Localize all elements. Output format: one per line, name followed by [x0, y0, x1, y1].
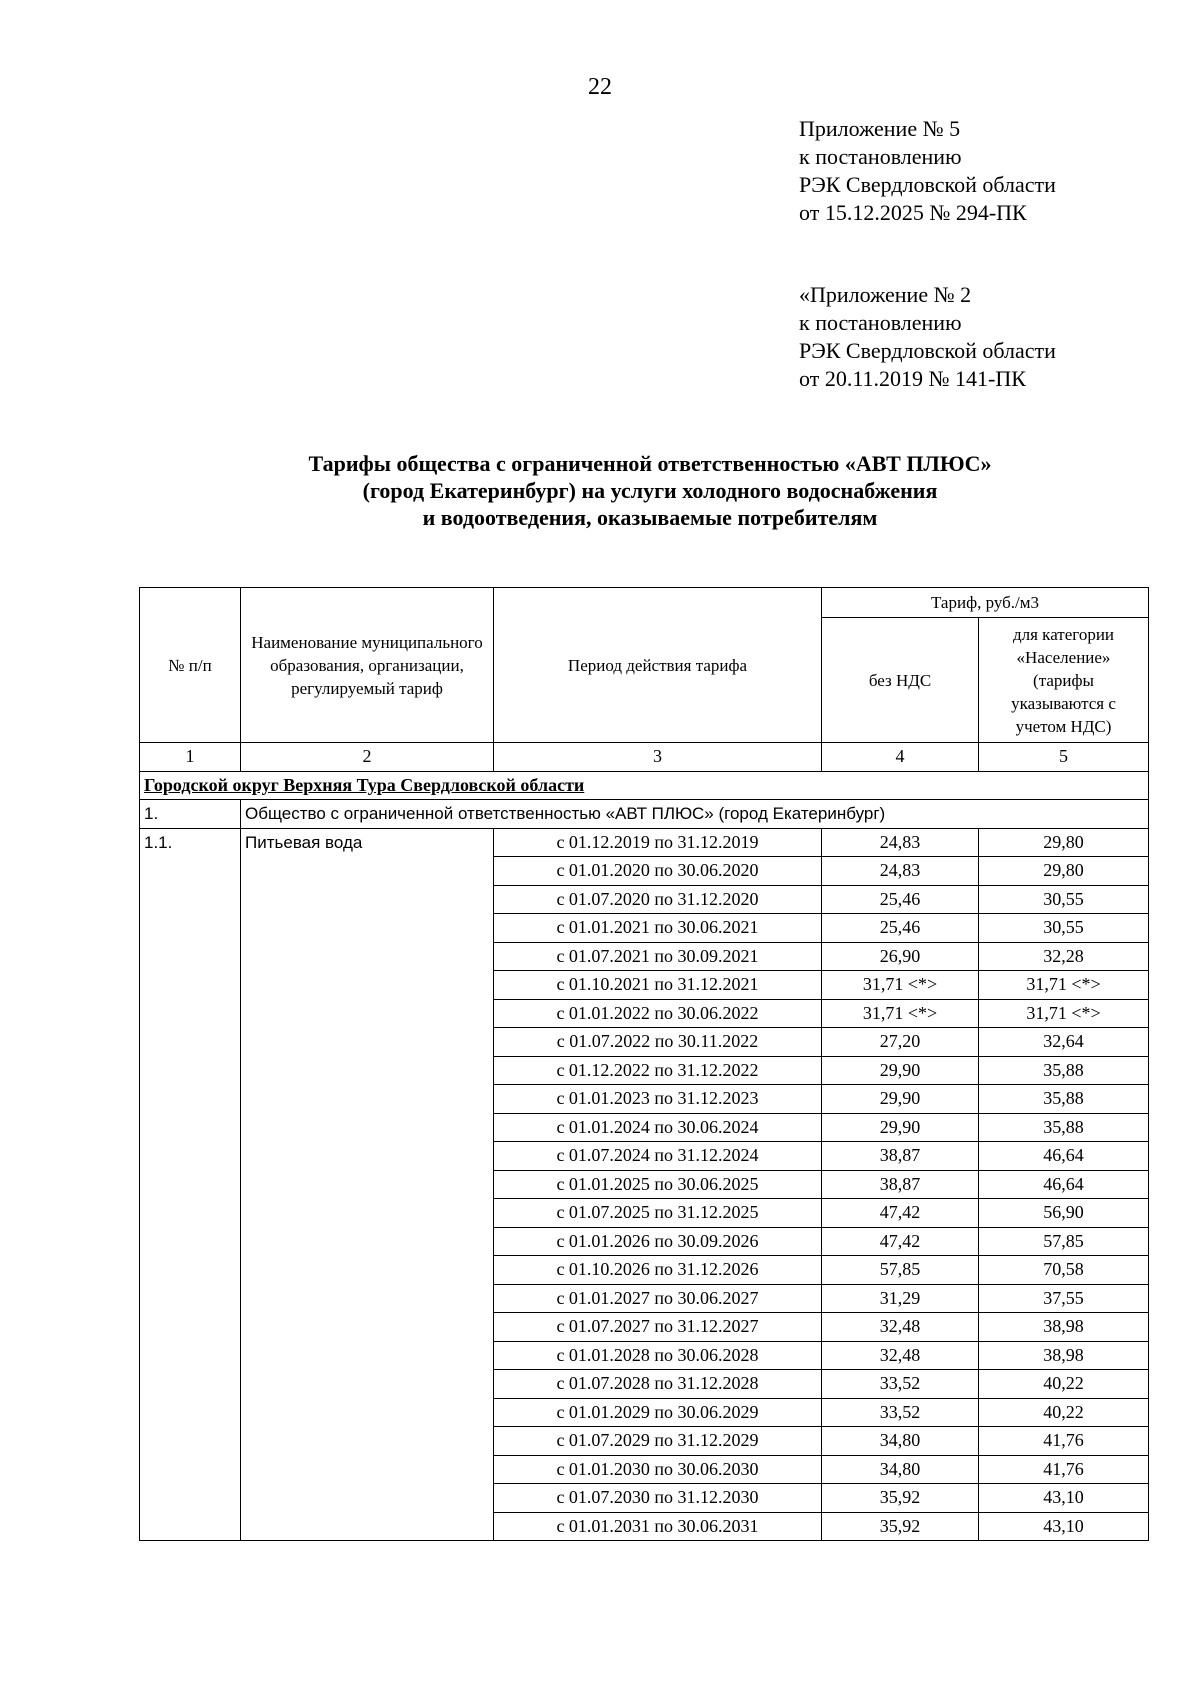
- tariff-population-cell: 38,98: [979, 1313, 1149, 1342]
- appendix-line: к постановлению: [799, 144, 962, 169]
- tariff-no-vat-cell: 32,48: [822, 1341, 979, 1370]
- tariff-no-vat-cell: 34,80: [822, 1455, 979, 1484]
- tariff-population-cell: 43,10: [979, 1484, 1149, 1513]
- tariff-population-cell: 29,80: [979, 857, 1149, 886]
- header-population: для категории «Население» (тарифы указываются с учетом НДС): [979, 618, 1149, 743]
- tariff-population-cell: 43,10: [979, 1512, 1149, 1541]
- tariff-population-cell: 40,22: [979, 1398, 1149, 1427]
- tariff-no-vat-cell: 33,52: [822, 1398, 979, 1427]
- column-number-cell: 2: [241, 743, 494, 772]
- title-line: (город Екатеринбург) на услуги холодного водоснабжения: [362, 478, 938, 503]
- header-num: № п/п: [140, 588, 241, 743]
- title-line: и водоотведения, оказываемые потребителям: [422, 505, 878, 530]
- tariff-no-vat-cell: 35,92: [822, 1484, 979, 1513]
- tariff-no-vat-cell: 29,90: [822, 1113, 979, 1142]
- appendix-line: РЭК Свердловской области: [799, 338, 1056, 363]
- period-cell: с 01.07.2030 по 31.12.2030: [494, 1484, 822, 1513]
- header-no-vat: без НДС: [822, 618, 979, 743]
- period-cell: с 01.07.2028 по 31.12.2028: [494, 1370, 822, 1399]
- header-name: Наименование муниципального образования, организации, регулируемый тариф: [241, 588, 494, 743]
- tariff-no-vat-cell: 47,42: [822, 1227, 979, 1256]
- period-cell: с 01.10.2021 по 31.12.2021: [494, 971, 822, 1000]
- item-num: 1.1.: [140, 828, 241, 1541]
- tariff-population-cell: 41,76: [979, 1455, 1149, 1484]
- tariff-no-vat-cell: 27,20: [822, 1028, 979, 1057]
- appendix-line: от 20.11.2019 № 141-ПК: [799, 366, 1026, 391]
- tariff-no-vat-cell: 25,46: [822, 914, 979, 943]
- organization-name: Общество с ограниченной ответственностью «АВТ ПЛЮС» (город Екатеринбург): [241, 800, 1149, 829]
- tariff-population-cell: 32,28: [979, 942, 1149, 971]
- tariff-population-cell: 31,71 <*>: [979, 971, 1149, 1000]
- tariff-no-vat-cell: 29,90: [822, 1056, 979, 1085]
- header-period: Период действия тарифа: [494, 588, 822, 743]
- tariff-no-vat-cell: 31,71 <*>: [822, 999, 979, 1028]
- tariff-no-vat-cell: 33,52: [822, 1370, 979, 1399]
- period-cell: с 01.01.2031 по 30.06.2031: [494, 1512, 822, 1541]
- header-tariff: Тариф, руб./м3: [822, 588, 1149, 618]
- period-cell: с 01.01.2029 по 30.06.2029: [494, 1398, 822, 1427]
- period-cell: с 01.12.2019 по 31.12.2019: [494, 828, 822, 857]
- tariff-population-cell: 56,90: [979, 1199, 1149, 1228]
- period-cell: с 01.07.2025 по 31.12.2025: [494, 1199, 822, 1228]
- document-title: [140, 450, 1160, 531]
- period-cell: с 01.07.2024 по 31.12.2024: [494, 1142, 822, 1171]
- period-cell: с 01.07.2020 по 31.12.2020: [494, 885, 822, 914]
- table-row: [140, 828, 1149, 857]
- tariff-no-vat-cell: 26,90: [822, 942, 979, 971]
- tariff-population-cell: 38,98: [979, 1341, 1149, 1370]
- appendix-line: к постановлению: [799, 310, 962, 335]
- tariff-no-vat-cell: 24,83: [822, 857, 979, 886]
- period-cell: с 01.07.2029 по 31.12.2029: [494, 1427, 822, 1456]
- organization-num: 1.: [140, 800, 241, 829]
- appendix-line: Приложение № 5: [799, 116, 961, 141]
- period-cell: с 01.01.2025 по 30.06.2025: [494, 1170, 822, 1199]
- tariff-no-vat-cell: 24,83: [822, 828, 979, 857]
- municipality-row: [140, 771, 1149, 800]
- tariff-population-cell: 70,58: [979, 1256, 1149, 1285]
- tariff-no-vat-cell: 34,80: [822, 1427, 979, 1456]
- tariff-no-vat-cell: 31,29: [822, 1284, 979, 1313]
- period-cell: с 01.01.2024 по 30.06.2024: [494, 1113, 822, 1142]
- tariff-no-vat-cell: 25,46: [822, 885, 979, 914]
- column-number-cell: 4: [822, 743, 979, 772]
- appendix-line: «Приложение № 2: [799, 282, 972, 307]
- tariff-population-cell: 46,64: [979, 1170, 1149, 1199]
- tariff-no-vat-cell: 38,87: [822, 1170, 979, 1199]
- tariff-population-cell: 29,80: [979, 828, 1149, 857]
- tariff-population-cell: 40,22: [979, 1370, 1149, 1399]
- organization-row: [140, 800, 1149, 829]
- page-number: 22: [588, 74, 612, 100]
- period-cell: с 01.01.2023 по 31.12.2023: [494, 1085, 822, 1114]
- period-cell: с 01.01.2027 по 30.06.2027: [494, 1284, 822, 1313]
- period-cell: с 01.01.2030 по 30.06.2030: [494, 1455, 822, 1484]
- appendix-block-original: [799, 281, 1056, 393]
- tariff-population-cell: 46,64: [979, 1142, 1149, 1171]
- period-cell: с 01.07.2027 по 31.12.2027: [494, 1313, 822, 1342]
- period-cell: с 01.07.2022 по 30.11.2022: [494, 1028, 822, 1057]
- period-cell: с 01.12.2022 по 31.12.2022: [494, 1056, 822, 1085]
- tariff-no-vat-cell: 47,42: [822, 1199, 979, 1228]
- tariff-table: [139, 587, 1149, 1541]
- tariff-population-cell: 35,88: [979, 1085, 1149, 1114]
- column-number-cell: 3: [494, 743, 822, 772]
- tariff-no-vat-cell: 29,90: [822, 1085, 979, 1114]
- appendix-block-current: [799, 115, 1056, 227]
- tariff-population-cell: 32,64: [979, 1028, 1149, 1057]
- appendix-line: от 15.12.2025 № 294-ПК: [799, 200, 1027, 225]
- column-number-cell: 5: [979, 743, 1149, 772]
- municipality-name: Городской округ Верхняя Тура Свердловской области: [140, 771, 1149, 800]
- period-cell: с 01.10.2026 по 31.12.2026: [494, 1256, 822, 1285]
- tariff-no-vat-cell: 32,48: [822, 1313, 979, 1342]
- tariff-no-vat-cell: 35,92: [822, 1512, 979, 1541]
- period-cell: с 01.07.2021 по 30.09.2021: [494, 942, 822, 971]
- tariff-population-cell: 35,88: [979, 1113, 1149, 1142]
- tariff-population-cell: 35,88: [979, 1056, 1149, 1085]
- tariff-population-cell: 37,55: [979, 1284, 1149, 1313]
- tariff-population-cell: 57,85: [979, 1227, 1149, 1256]
- period-cell: с 01.01.2026 по 30.09.2026: [494, 1227, 822, 1256]
- column-number-cell: 1: [140, 743, 241, 772]
- tariff-population-cell: 41,76: [979, 1427, 1149, 1456]
- period-cell: с 01.01.2022 по 30.06.2022: [494, 999, 822, 1028]
- tariff-no-vat-cell: 31,71 <*>: [822, 971, 979, 1000]
- tariff-population-cell: 30,55: [979, 885, 1149, 914]
- column-number-row: [140, 743, 1149, 772]
- item-name: Питьевая вода: [241, 828, 494, 1541]
- period-cell: с 01.01.2020 по 30.06.2020: [494, 857, 822, 886]
- title-line: Тарифы общества с ограниченной ответственностью «АВТ ПЛЮС»: [308, 451, 992, 476]
- period-cell: с 01.01.2028 по 30.06.2028: [494, 1341, 822, 1370]
- tariff-no-vat-cell: 38,87: [822, 1142, 979, 1171]
- tariff-population-cell: 30,55: [979, 914, 1149, 943]
- appendix-line: РЭК Свердловской области: [799, 172, 1056, 197]
- tariff-population-cell: 31,71 <*>: [979, 999, 1149, 1028]
- tariff-no-vat-cell: 57,85: [822, 1256, 979, 1285]
- period-cell: с 01.01.2021 по 30.06.2021: [494, 914, 822, 943]
